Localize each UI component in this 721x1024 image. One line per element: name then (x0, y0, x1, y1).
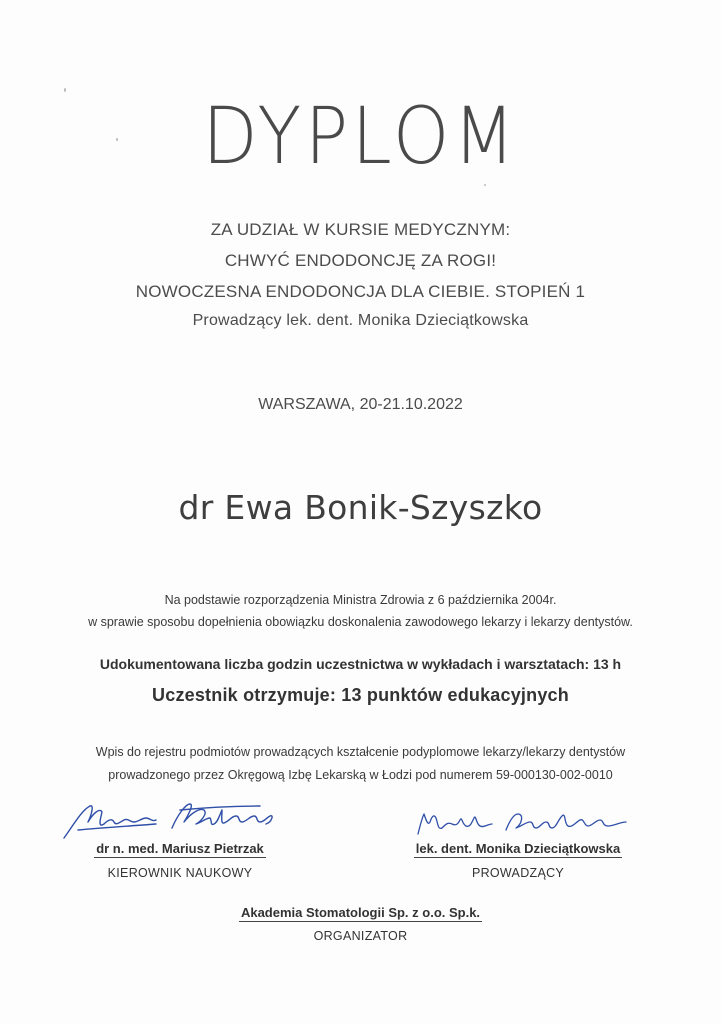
documented-hours: Udokumentowana liczba godzin uczestnictwa w wykładach i warsztatach: 13 h (99, 656, 622, 672)
course-intro: ZA UDZIAŁ W KURSIE MEDYCZNYM: (210, 220, 511, 239)
signatory-role-left: KIEROWNIK NAUKOWY (107, 866, 253, 880)
organizer-role: ORGANIZATOR (313, 929, 408, 943)
legal-basis-line-1: Na podstawie rozporządzenia Ministra Zdrowia z 6 października 2004r. (164, 593, 557, 607)
handwritten-signature-pietrzak (60, 800, 300, 840)
course-subtitle: NOWOCZESNA ENDODONCJA DLA CIEBIE. STOPIEŃ 1 (135, 282, 586, 301)
education-points: Uczestnik otrzymuje: 13 punktów edukacyjnych (152, 685, 569, 705)
signatory-name-right: lek. dent. Monika Dzieciątkowska (415, 841, 621, 856)
diploma-title: DYPLOM (202, 92, 519, 182)
handwritten-signature-dzieciatkowska (398, 800, 638, 840)
organizer-name: Akademia Stomatologii Sp. z o.o. Sp.k. (240, 905, 481, 920)
organizer-block (0, 904, 721, 943)
course-name: CHWYĆ ENDODONCJĘ ZA ROGI! (224, 251, 497, 270)
signature-block-left (60, 800, 300, 880)
recipient-name: dr Ewa Bonik-Szyszko (178, 488, 543, 527)
paper-speck (484, 184, 486, 186)
signatory-role-right: PROWADZĄCY (471, 866, 565, 880)
registry-line-2: prowadzonego przez Okręgową Izbę Lekarską w Łodzi pod numerem 59-000130-002-0010 (108, 768, 613, 782)
signature-block-right (398, 800, 638, 880)
place-date: WARSZAWA, 20-21.10.2022 (258, 396, 463, 413)
legal-basis-line-2: w sprawie sposobu dopełnienia obowiązku doskonalenia zawodowego lekarzy i lekarzy dentystów. (88, 615, 633, 629)
signatory-name-left: dr n. med. Mariusz Pietrzak (96, 841, 264, 856)
course-lecturer: Prowadzący lek. dent. Monika Dzieciątkowska (192, 312, 529, 329)
registry-line-1: Wpis do rejestru podmiotów prowadzących kształcenie podyplomowe lekarzy/lekarzy dentystów (95, 745, 626, 759)
paper-speck (64, 88, 66, 92)
